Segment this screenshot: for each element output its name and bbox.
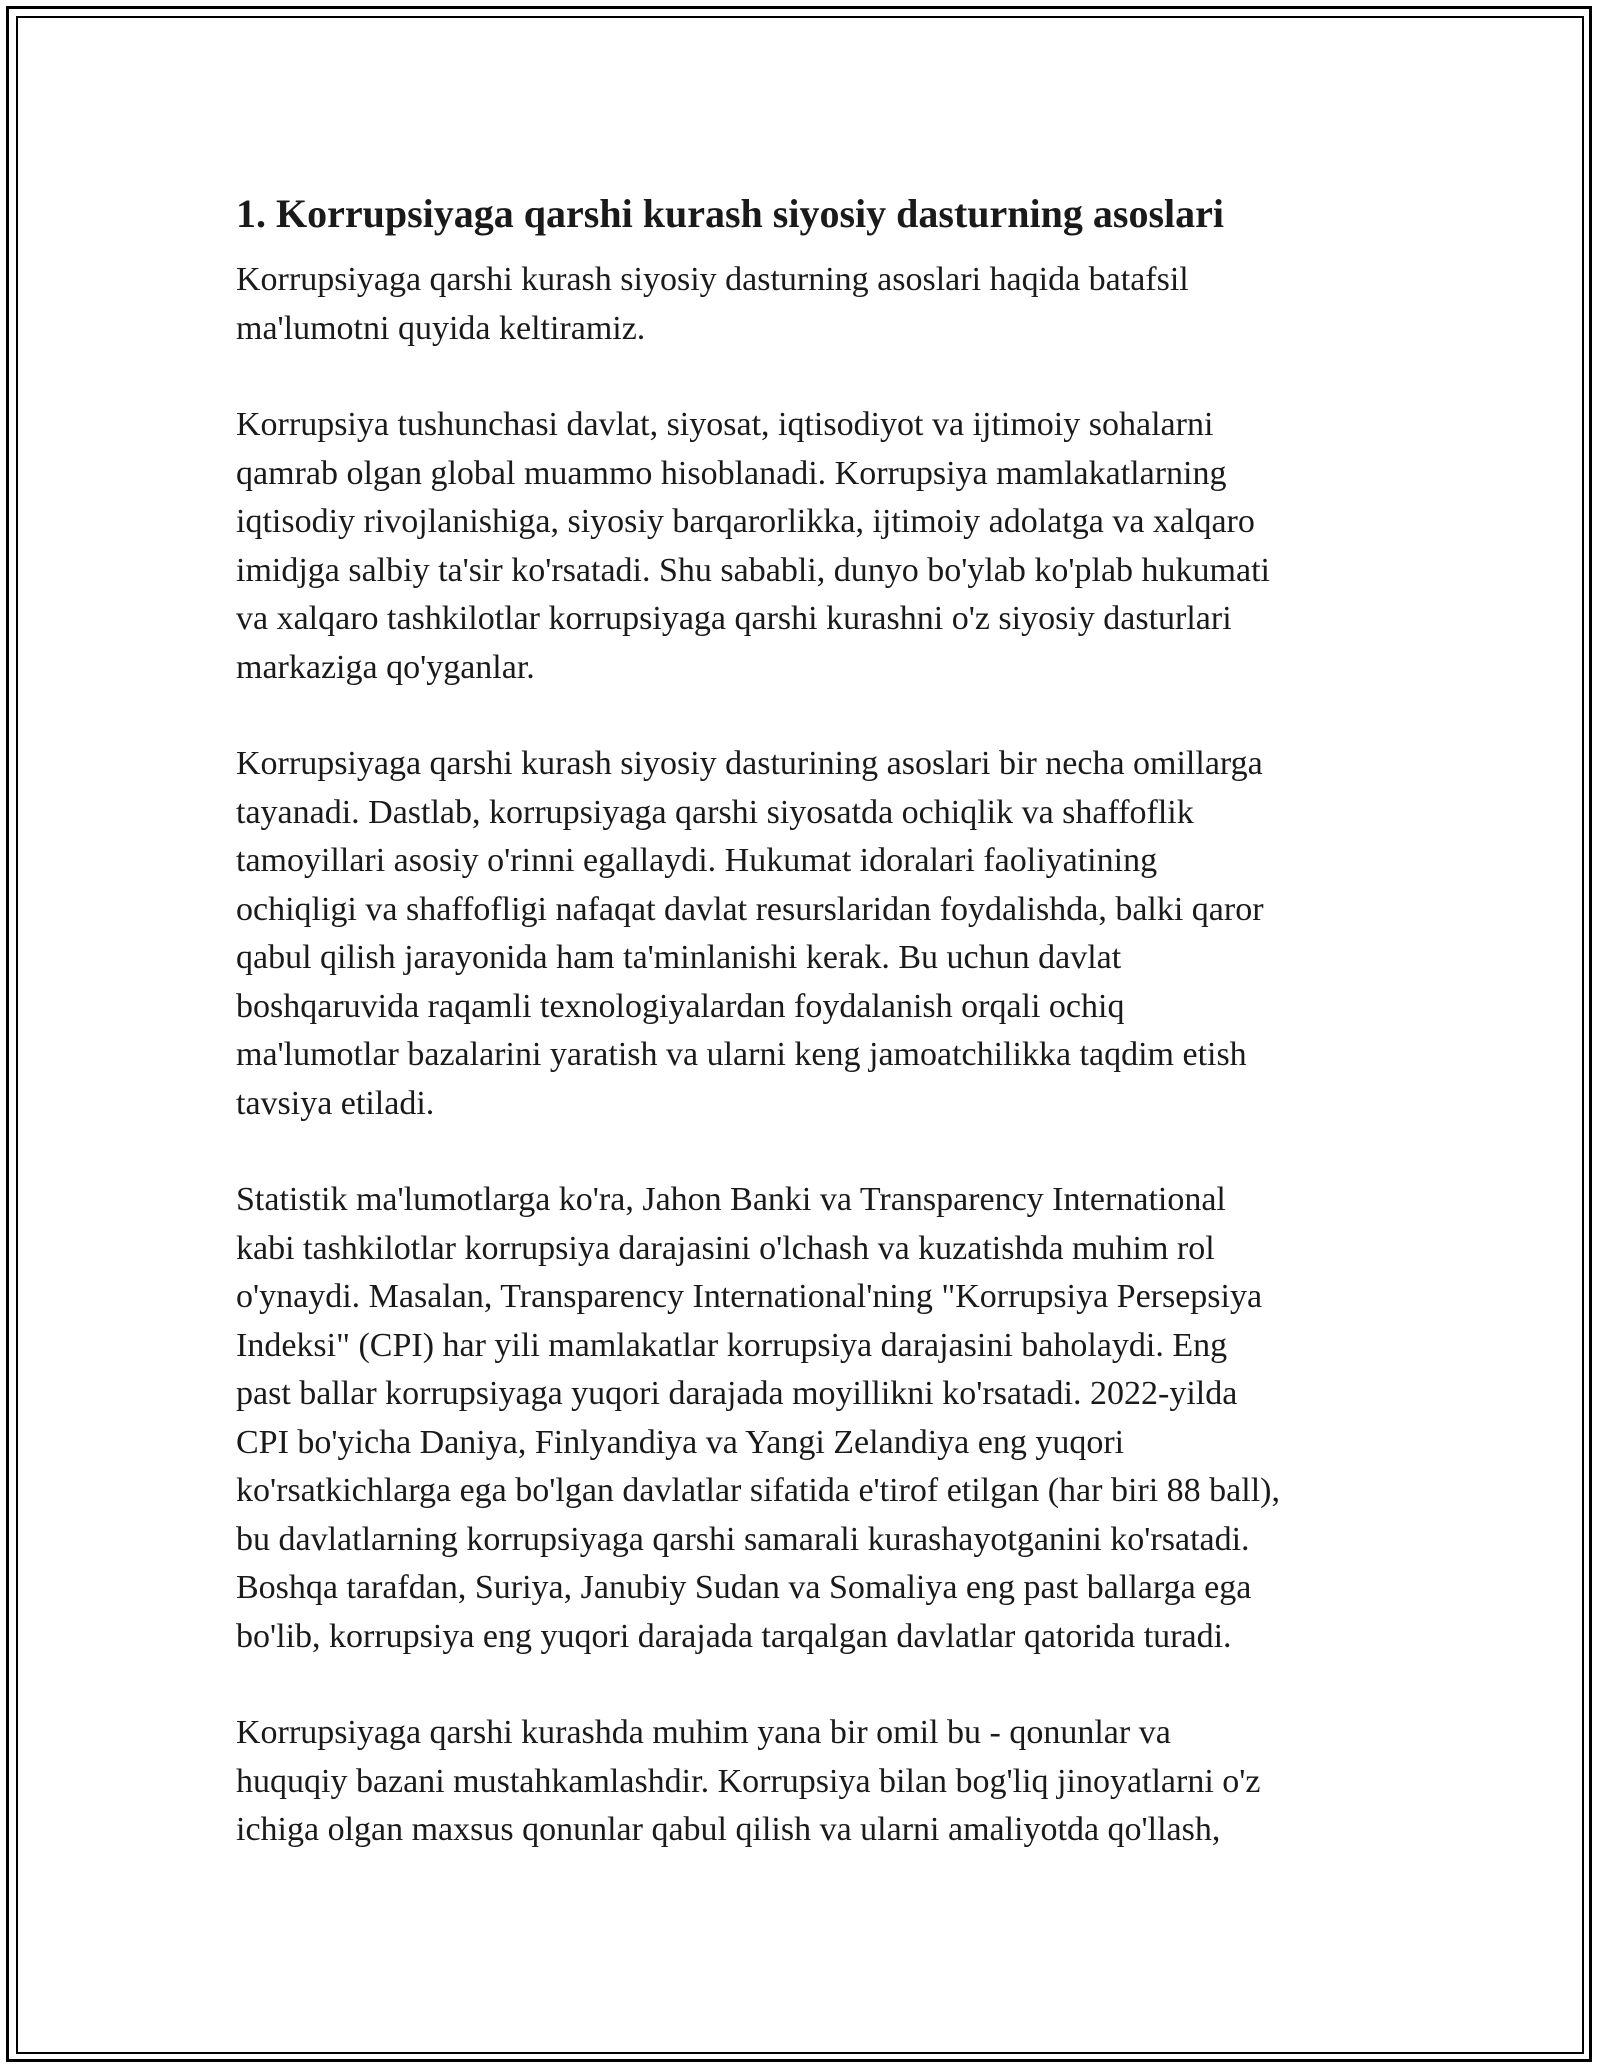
text-line: va xalqaro tashkilotlar korrupsiyaga qarshi kurashni o'z siyosiy dasturlari bbox=[236, 600, 1232, 637]
paragraph-intro bbox=[236, 256, 1366, 353]
text-line: kabi tashkilotlar korrupsiya darajasini o'lchash va kuzatishda muhim rol bbox=[236, 1229, 1215, 1267]
paragraph-corruption-concept bbox=[236, 401, 1366, 692]
text-line: ko'rsatkichlarga ega bo'lgan davlatlar sifatida e'tirof etilgan (har biri 88 ball), bbox=[236, 1472, 1280, 1509]
text-line: Korrupsiyaga qarshi kurash siyosiy dasturning asoslari haqida batafsil bbox=[236, 261, 1189, 298]
text-line: Boshqa tarafdan, Suriya, Janubiy Sudan va Somaliya eng past ballarga ega bbox=[236, 1569, 1252, 1606]
text-line: CPI bo'yicha Daniya, Finlyandiya va Yangi Zelandiya eng yuqori bbox=[236, 1423, 1125, 1461]
text-line: Statistik ma'lumotlarga ko'ra, Jahon Banki va Transparency International bbox=[236, 1181, 1226, 1218]
text-line: Korrupsiyaga qarshi kurash siyosiy dasturining asoslari bir necha omillarga bbox=[236, 745, 1263, 782]
text-line: Korrupsiyaga qarshi kurashda muhim yana bir omil bu - qonunlar va bbox=[236, 1714, 1171, 1751]
document-body bbox=[236, 186, 1366, 1903]
text-line: qamrab olgan global muammo hisoblanadi. Korrupsiya mamlakatlarning bbox=[236, 454, 1227, 492]
paragraph-transparency bbox=[236, 740, 1366, 1128]
paragraph-legislation bbox=[236, 1709, 1366, 1855]
text-line: tayanadi. Dastlab, korrupsiyaga qarshi siyosatda ochiqlik va shaffoflik bbox=[236, 793, 1194, 831]
text-line: ma'lumotlar bazalarini yaratish va ularni keng jamoatchilikka taqdim etish bbox=[236, 1036, 1247, 1073]
text-line: boshqaruvida raqamli texnologiyalardan foydalanish orqali ochiq bbox=[236, 987, 1125, 1025]
text-line: past ballar korrupsiyaga yuqori darajada moyillikni ko'rsatadi. 2022-yilda bbox=[236, 1375, 1238, 1412]
text-line: ma'lumotni quyida keltiramiz. bbox=[236, 309, 646, 347]
text-line: iqtisodiy rivojlanishiga, siyosiy barqarorlikka, ijtimoiy adolatga va xalqaro bbox=[236, 503, 1255, 540]
text-line: markaziga qo'yganlar. bbox=[236, 648, 535, 686]
text-line: Indeksi" (CPI) har yili mamlakatlar korrupsiya darajasini baholaydi. Eng bbox=[236, 1326, 1228, 1364]
text-line: bu davlatlarning korrupsiyaga qarshi samarali kurashayotganini ko'rsatadi. bbox=[236, 1520, 1250, 1558]
text-line: ochiqligi va shaffofligi nafaqat davlat resurslaridan foydalishda, balki qaror bbox=[236, 890, 1264, 928]
text-line: bo'lib, korrupsiya eng yuqori darajada tarqalgan davlatlar qatorida turadi. bbox=[236, 1617, 1232, 1655]
text-line: o'ynaydi. Masalan, Transparency International'ning "Korrupsiya Persepsiya bbox=[236, 1278, 1263, 1315]
text-line: tavsiya etiladi. bbox=[236, 1084, 435, 1122]
text-line: tamoyillari asosiy o'rinni egallaydi. Hukumat idoralari faoliyatining bbox=[236, 842, 1158, 879]
section-heading: 1. Korrupsiyaga qarshi kurash siyosiy dasturning asoslari bbox=[236, 191, 1224, 236]
text-line: qabul qilish jarayonida ham ta'minlanishi kerak. Bu uchun davlat bbox=[236, 939, 1122, 976]
text-line: Korrupsiya tushunchasi davlat, siyosat, iqtisodiyot va ijtimoiy sohalarni bbox=[236, 406, 1214, 443]
text-line: imidjga salbiy ta'sir ko'rsatadi. Shu sababli, dunyo bo'ylab ko'plab hukumati bbox=[236, 551, 1270, 589]
text-line: ichiga olgan maxsus qonunlar qabul qilish va ularni amaliyotda qo'llash, bbox=[236, 1811, 1221, 1848]
text-line: huquqiy bazani mustahkamlashdir. Korrupsiya bilan bog'liq jinoyatlarni o'z bbox=[236, 1762, 1261, 1800]
paragraph-statistics bbox=[236, 1176, 1366, 1661]
